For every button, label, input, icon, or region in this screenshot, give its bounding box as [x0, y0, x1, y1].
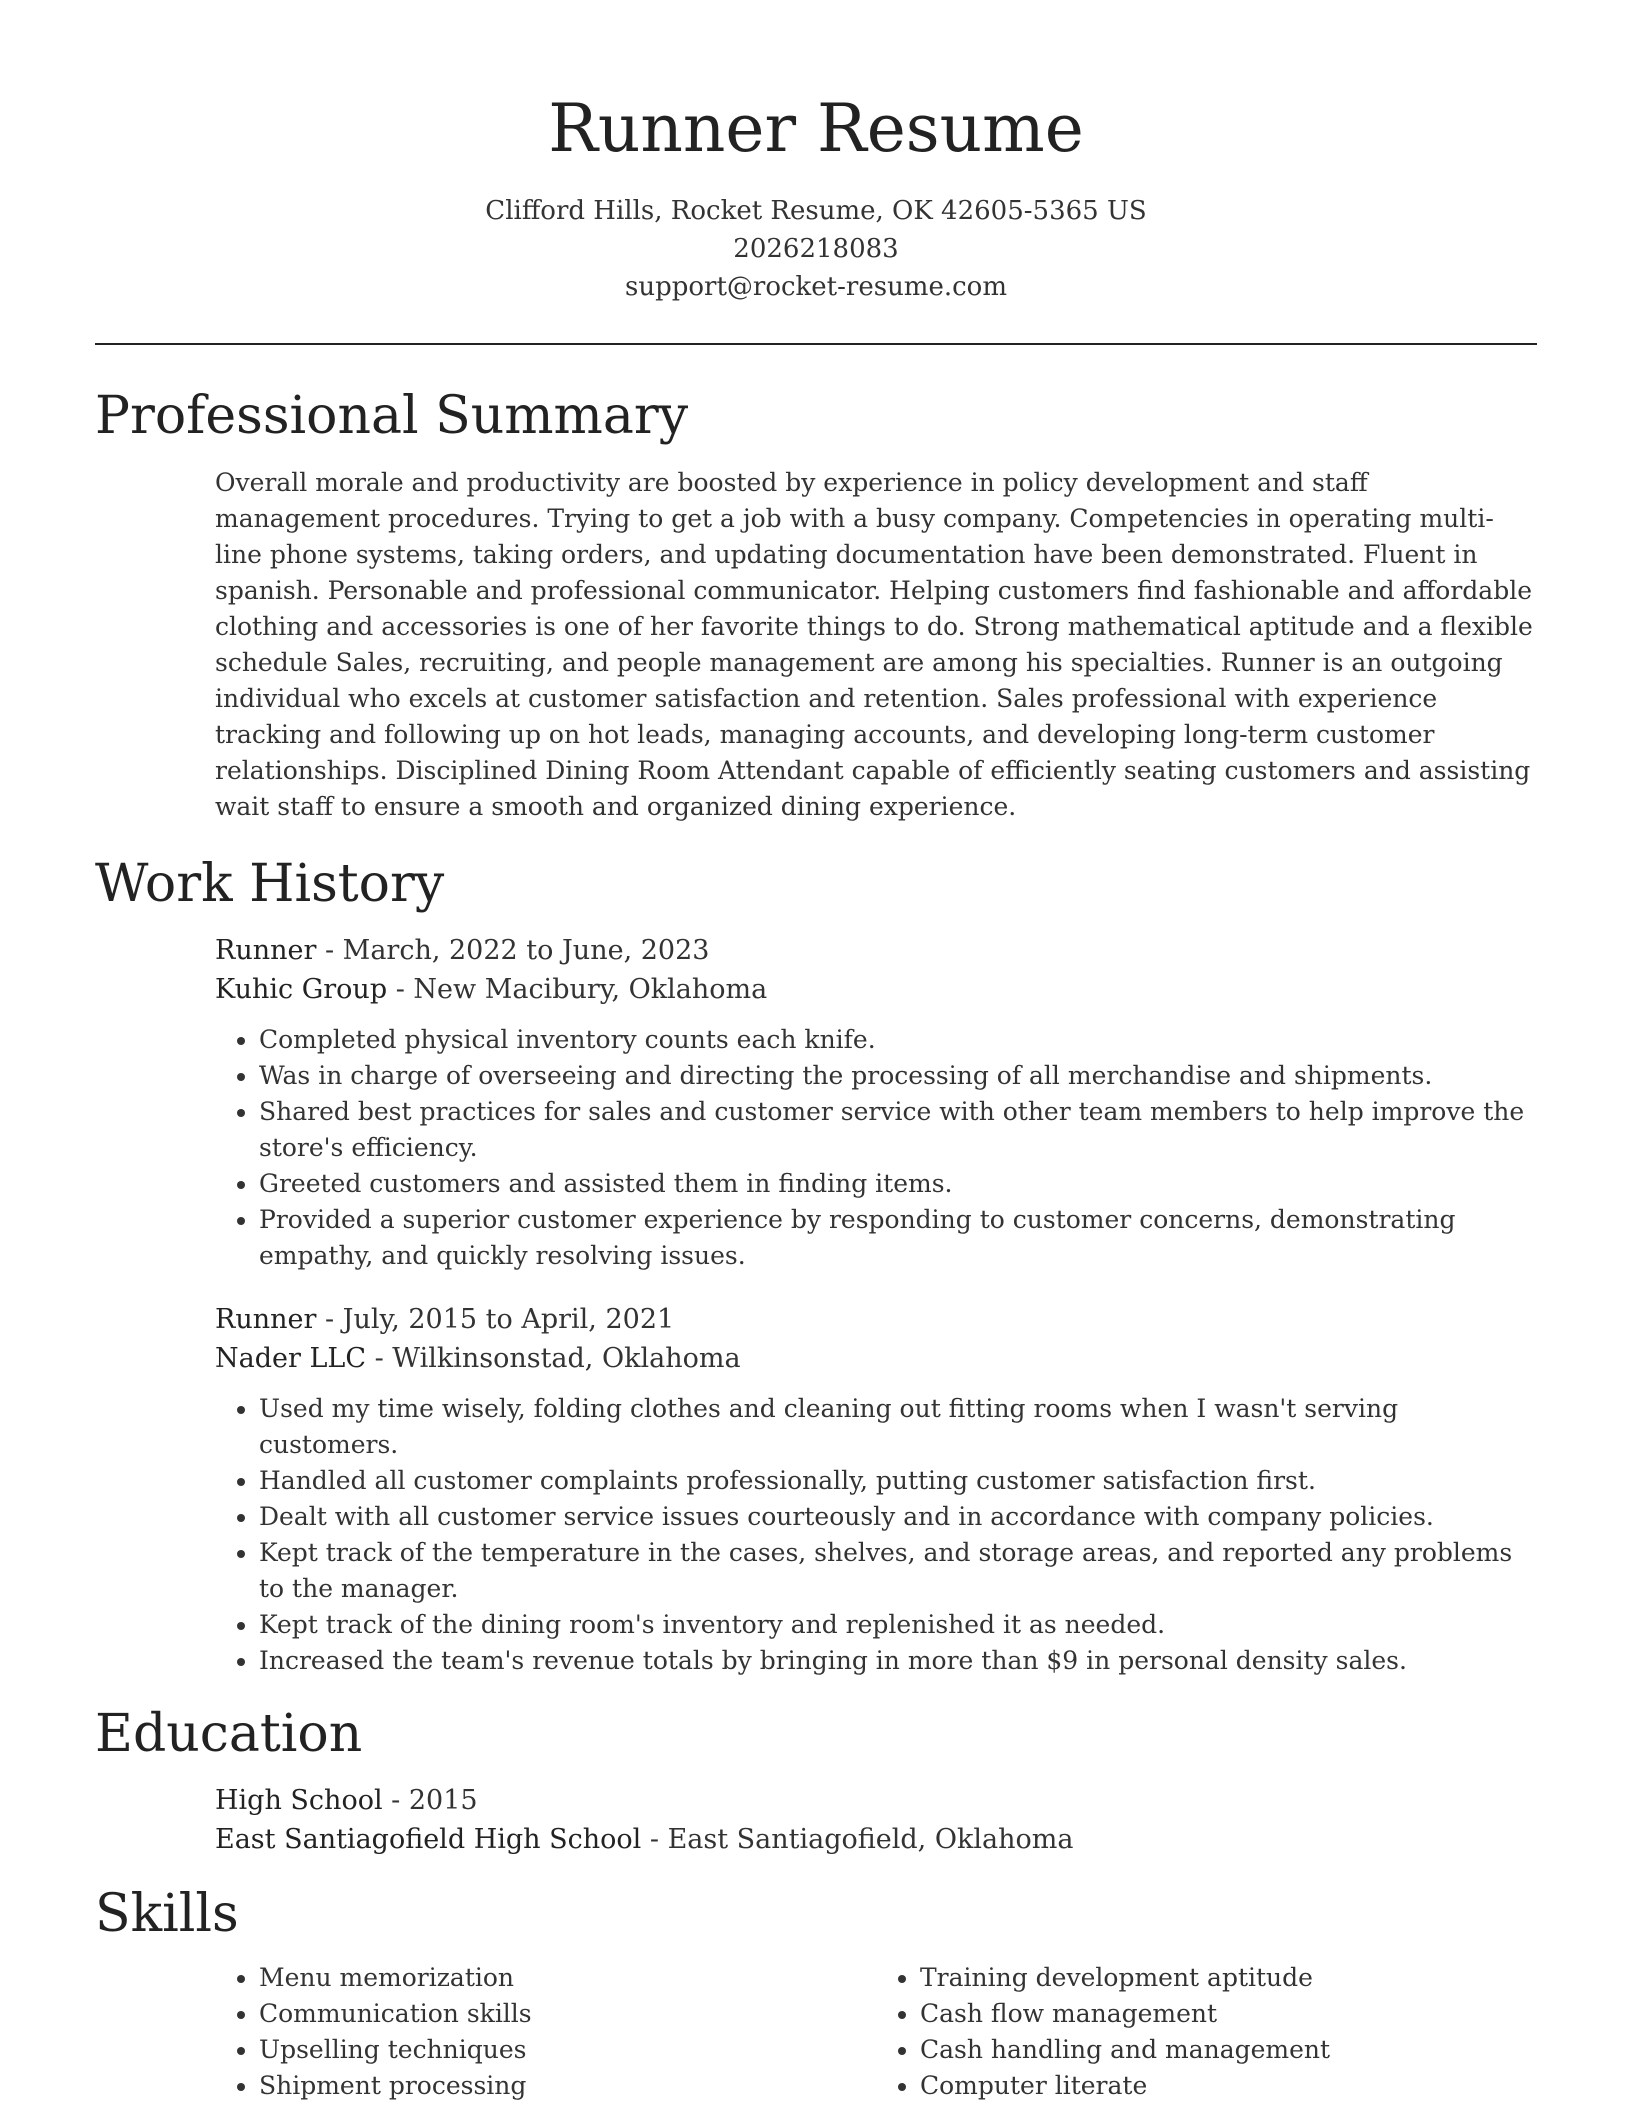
skill-item: • Communication skills: [259, 1996, 876, 2032]
skill-item: • Shipment processing: [259, 2068, 876, 2104]
contact-email: support@rocket-resume.com: [624, 272, 1007, 302]
contact-address: Clifford Hills, Rocket Resume, OK 42605-5365 US: [485, 196, 1147, 226]
resume-title: Runner Resume: [548, 90, 1084, 167]
skill-item: • Upselling techniques: [259, 2032, 876, 2068]
job-location: - New Macibury, Oklahoma: [387, 974, 768, 1005]
job-dates: - March, 2022 to June, 2023: [316, 935, 710, 966]
job-bullet: • Greeted customers and assisted them in finding items.: [259, 1166, 1537, 1202]
job-bullet: • Shared best practices for sales and customer service with other team members to help improve the store's efficiency.: [259, 1094, 1537, 1166]
job-bullet: • Was in charge of overseeing and directing the processing of all merchandise and shipments.: [259, 1058, 1537, 1094]
header-divider: [95, 343, 1537, 345]
job-role: Runner: [215, 1304, 317, 1335]
education-heading: Education: [95, 1704, 363, 1764]
skill-item: • Training development aptitude: [920, 1960, 1537, 1996]
resume-header: [95, 0, 1537, 345]
job-dates: - July, 2015 to April, 2021: [316, 1304, 675, 1335]
skill-item: • Cash handling and management: [920, 2032, 1537, 2068]
job-bullets: [215, 1391, 1537, 1679]
job-bullet: • Kept track of the temperature in the cases, shelves, and storage areas, and reported any problems to the manager.: [259, 1535, 1537, 1607]
job-title-line: [215, 1300, 1537, 1339]
skill-item: • Computer literate: [920, 2068, 1537, 2104]
job-bullet: • Used my time wisely, folding clothes and cleaning out fitting rooms when I wasn't serving customers.: [259, 1391, 1537, 1463]
summary-section: [95, 383, 1537, 825]
job-bullet: • Increased the team's revenue totals by bringing in more than $9 in personal density sales.: [259, 1643, 1537, 1679]
job-bullet: • Dealt with all customer service issues courteously and in accordance with company policies.: [259, 1499, 1537, 1535]
skills-list-left: [215, 1960, 876, 2104]
job-entry: [215, 1300, 1537, 1679]
education-year: - 2015: [382, 1785, 478, 1816]
contact-phone: 2026218083: [733, 234, 899, 264]
job-bullet: • Provided a superior customer experience by responding to customer concerns, demonstrating empathy, and quickly resolving issues.: [259, 1202, 1537, 1274]
summary-body: [215, 465, 1537, 825]
skills-grid: [215, 1960, 1537, 2104]
work-history-heading: Work History: [95, 854, 445, 914]
skill-item: • Menu memorization: [259, 1960, 876, 1996]
job-bullet: • Kept track of the dining room's inventory and replenished it as needed.: [259, 1607, 1537, 1643]
summary-heading: Professional Summary: [95, 386, 689, 446]
job-title-line: [215, 931, 1537, 970]
job-company-line: [215, 970, 1537, 1009]
skills-section: [95, 1881, 1537, 2104]
education-degree-line: [215, 1781, 1537, 1820]
work-history-section: [95, 851, 1537, 1679]
job-role: Runner: [215, 935, 317, 966]
education-degree: High School: [215, 1785, 383, 1816]
contact-info: [95, 192, 1537, 306]
job-location: - Wilkinsonstad, Oklahoma: [366, 1343, 741, 1374]
work-history-body: [215, 931, 1537, 1679]
job-company: Nader LLC: [215, 1343, 366, 1374]
job-bullet: • Completed physical inventory counts each knife.: [259, 1022, 1537, 1058]
job-company: Kuhic Group: [215, 974, 388, 1005]
skills-heading: Skills: [95, 1884, 239, 1944]
job-bullet: • Handled all customer complaints professionally, putting customer satisfaction first.: [259, 1463, 1537, 1499]
summary-text: Overall morale and productivity are boosted by experience in policy development and staff management procedures. Trying to get a job with a busy company. Competencies in operating multi-line phone systems, taking orders, and updating documentation have been demonstrated. Fluent in spanish. Personable and professional communicator. Helping customers find fashionable and affordable clothing and accessories is one of her favorite things to do. Strong mathematical aptitude and a flexible schedule Sales, recruiting, and people management are among his specialties. Runner is an outgoing individual who excels at customer satisfaction and retention. Sales professional with experience tracking and following up on hot leads, managing accounts, and developing long-term customer relationships. Disciplined Dining Room Attendant capable of efficiently seating customers and assisting wait staff to ensure a smooth and organized dining experience.: [215, 468, 1533, 821]
education-school-line: [215, 1820, 1537, 1859]
skills-body: [215, 1960, 1537, 2104]
job-bullets: [215, 1022, 1537, 1274]
education-section: [95, 1701, 1537, 1859]
education-body: [215, 1781, 1537, 1859]
job-entry: [215, 931, 1537, 1274]
skill-item: • Cash flow management: [920, 1996, 1537, 2032]
job-company-line: [215, 1339, 1537, 1378]
education-location: - East Santiagofield, Oklahoma: [641, 1824, 1074, 1855]
education-school: East Santiagofield High School: [215, 1824, 642, 1855]
skills-list-right: [876, 1960, 1537, 2104]
